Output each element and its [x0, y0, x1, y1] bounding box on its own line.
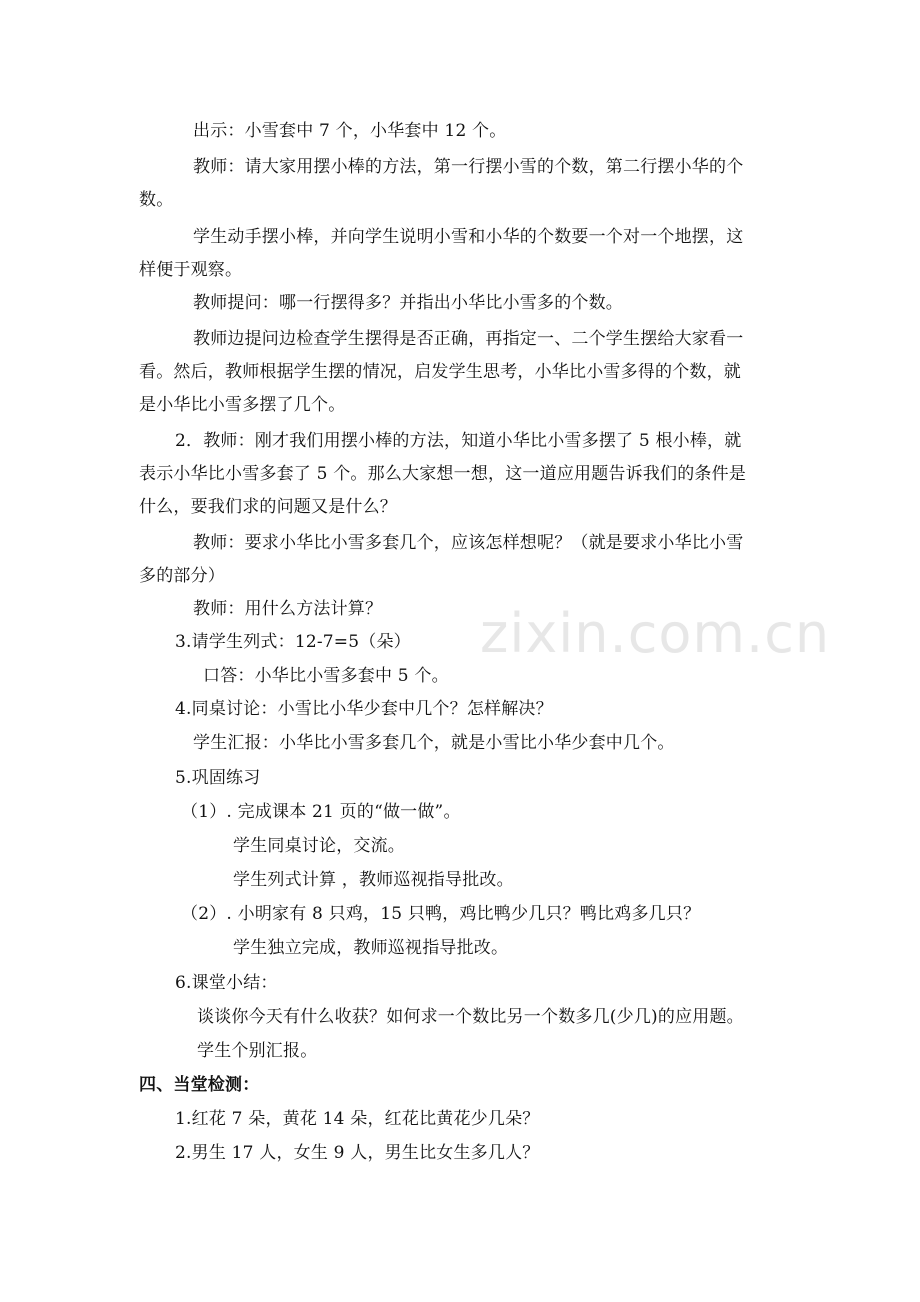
text-line: 看。然后，教师根据学生摆的情况，启发学生思考，小华比小雪多得的个数，就	[139, 362, 741, 382]
text-line: 多的部分）	[139, 566, 225, 586]
text-line: 口答：小华比小雪多套中 5 个。	[203, 666, 449, 686]
text-line: 2.男生 17 人，女生 9 人，男生比女生多几人？	[175, 1143, 540, 1163]
watermark: zixin.com.cn	[480, 602, 831, 665]
text-line: 教师边提问边检查学生摆得是否正确，再指定一、二个学生摆给大家看一	[193, 329, 744, 349]
text-line: 学生列式计算 ，教师巡视指导批改。	[233, 870, 514, 890]
text-line: 学生个别汇报。	[197, 1041, 318, 1061]
text-line: 是小华比小雪多摆了几个。	[139, 395, 346, 415]
text-line: 什么，要我们求的问题又是什么？	[139, 497, 397, 517]
text-line: 数。	[139, 190, 174, 210]
text-line: 1.红花 7 朵，黄花 14 朵，红花比黄花少几朵？	[175, 1109, 540, 1129]
text-line: 样便于观察。	[139, 260, 243, 280]
text-line: 教师：用什么方法计算？	[193, 599, 383, 619]
text-line: 2．教师：刚才我们用摆小棒的方法，知道小华比小雪多摆了 5 根小棒，就	[175, 431, 742, 451]
text-line: 学生动手摆小棒，并向学生说明小雪和小华的个数要一个对一个地摆，这	[193, 227, 744, 247]
text-line: 教师提问：哪一行摆得多？并指出小华比小雪多的个数。	[193, 293, 623, 313]
text-line: 学生独立完成，教师巡视指导批改。	[233, 938, 509, 958]
text-line: 表示小华比小雪多套了 5 个。那么大家想一想，这一道应用题告诉我们的条件是	[139, 464, 747, 484]
text-line: （1）. 完成课本 21 页的“做一做”。	[181, 802, 461, 822]
text-line: 4.同桌讨论：小雪比小华少套中几个？怎样解决？	[175, 699, 553, 719]
text-line: 谈谈你今天有什么收获？如何求一个数比另一个数多几(少几)的应用题。	[197, 1007, 744, 1027]
text-line: 5.巩固练习	[175, 768, 261, 788]
text-line: 教师：要求小华比小雪多套几个，应该怎样想呢？（就是要求小华比小雪	[193, 533, 744, 553]
text-line: （2）. 小明家有 8 只鸡，15 只鸭，鸡比鸭少几只？鸭比鸡多几只？	[181, 904, 701, 924]
text-line: 3.请学生列式：12-7=5（朵）	[175, 632, 411, 652]
text-line: 出示：小雪套中 7 个，小华套中 12 个。	[193, 121, 507, 141]
text-line: 6.课堂小结：	[175, 973, 278, 993]
section-heading: 四、当堂检测：	[139, 1075, 260, 1095]
text-line: 学生同桌讨论，交流。	[233, 836, 405, 856]
text-line: 教师：请大家用摆小棒的方法，第一行摆小雪的个数，第二行摆小华的个	[193, 157, 744, 177]
text-line: 学生汇报：小华比小雪多套几个，就是小雪比小华少套中几个。	[193, 733, 675, 753]
